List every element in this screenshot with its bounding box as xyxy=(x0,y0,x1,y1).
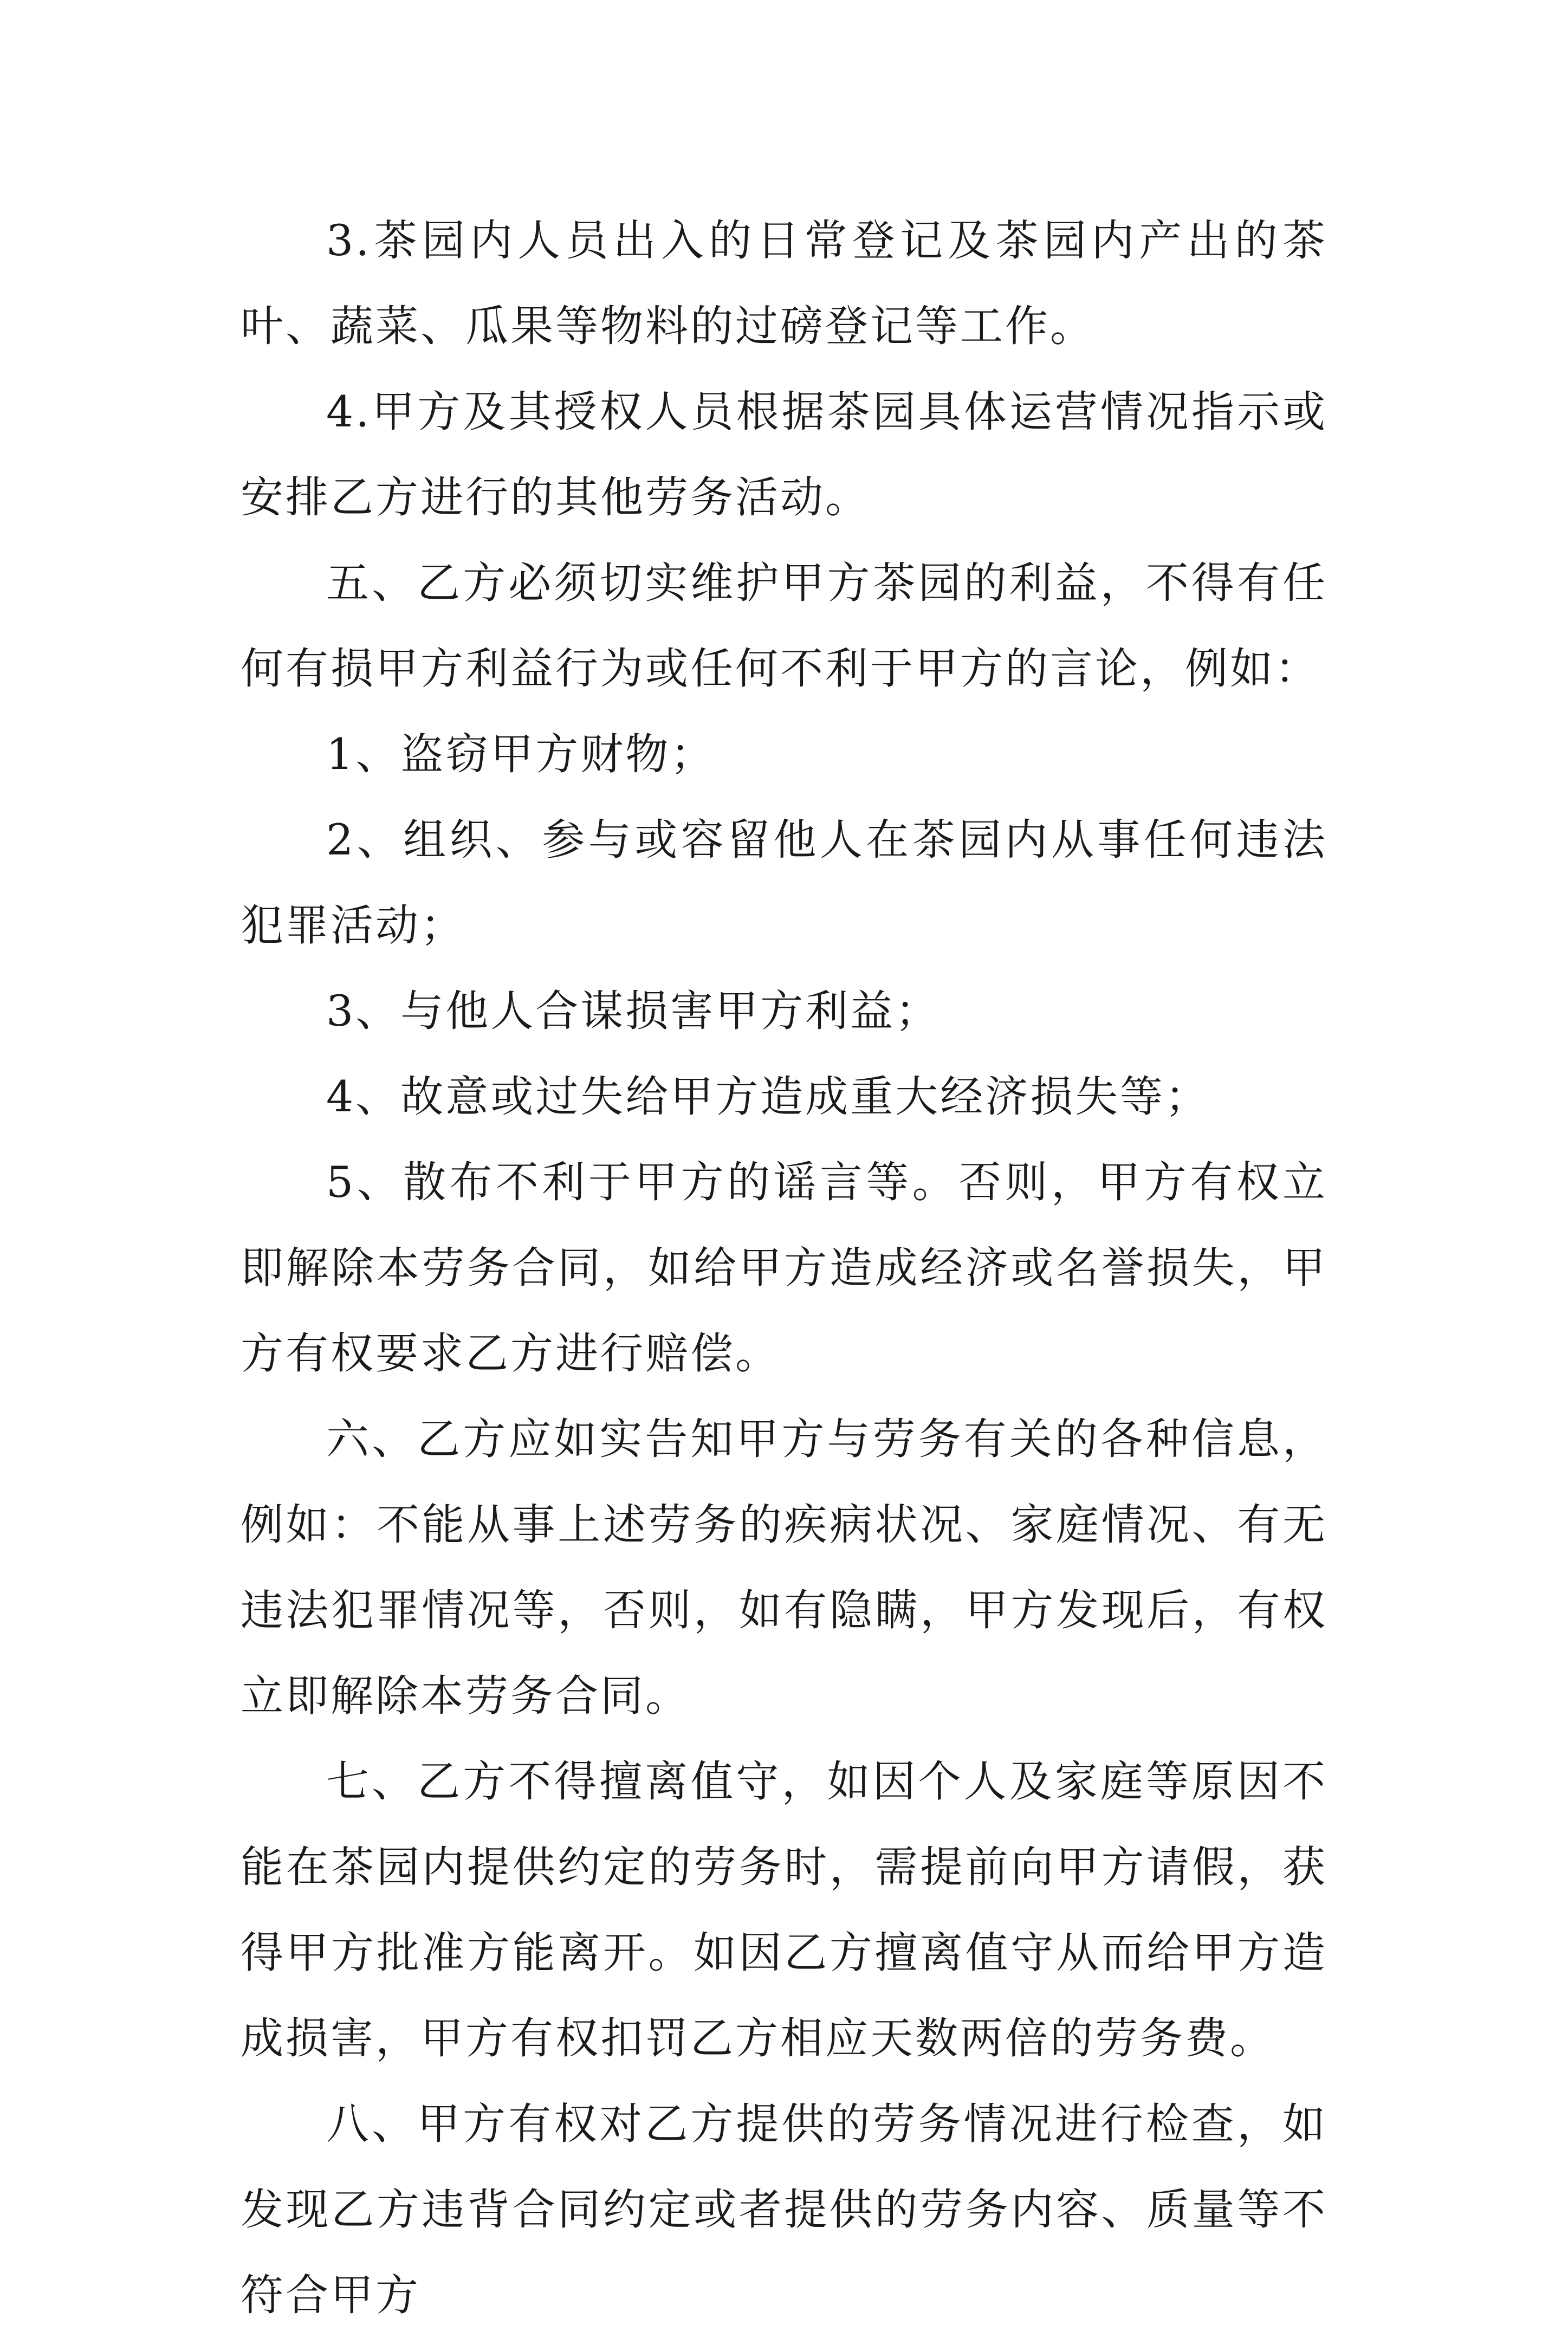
clause-five-interests: 五、乙方必须切实维护甲方茶园的利益，不得有任何有损甲方利益行为或任何不利于甲方的言论，例如： xyxy=(241,558,1327,694)
list-item-4: 4、故意或过失给甲方造成重大经济损失等； xyxy=(326,1072,1210,1122)
clause-seven-leave: 七、乙方不得擅离值守，如因个人及家庭等原因不能在茶园内提供约定的劳务时，需提前向甲方请假，获得甲方批准方能离开。如因乙方擅离值守从而给甲方造成损害，甲方有权扣罚乙方相应天数两倍的劳务费。 xyxy=(241,1757,1327,2063)
list-item-3: 3、与他人合谋损害甲方利益； xyxy=(326,986,941,1036)
document-body xyxy=(241,198,1327,2338)
list-item-5: 5、散布不利于甲方的谣言等。否则，甲方有权立即解除本劳务合同，如给甲方造成经济或名誉损失，甲方有权要求乙方进行赔偿。 xyxy=(241,1157,1327,1378)
clause-six-disclosure: 六、乙方应如实告知甲方与劳务有关的各种信息，例如：不能从事上述劳务的疾病状况、家庭情况、有无违法犯罪情况等，否则，如有隐瞒，甲方发现后，有权立即解除本劳务合同。 xyxy=(241,1414,1327,1721)
list-item-1: 1、盗窃甲方财物； xyxy=(326,729,716,779)
clause-3-registration: 3.茶园内人员出入的日常登记及茶园内产出的茶叶、蔬菜、瓜果等物料的过磅登记等工作。 xyxy=(241,216,1327,351)
list-item-2: 2、组织、参与或容留他人在茶园内从事任何违法犯罪活动； xyxy=(241,815,1327,950)
clause-4-other-services: 4.甲方及其授权人员根据茶园具体运营情况指示或安排乙方进行的其他劳务活动。 xyxy=(241,387,1327,522)
clause-eight-inspection: 八、甲方有权对乙方提供的劳务情况进行检查，如发现乙方违背合同约定或者提供的劳务内容、质量等不符合甲方 xyxy=(241,2099,1327,2320)
